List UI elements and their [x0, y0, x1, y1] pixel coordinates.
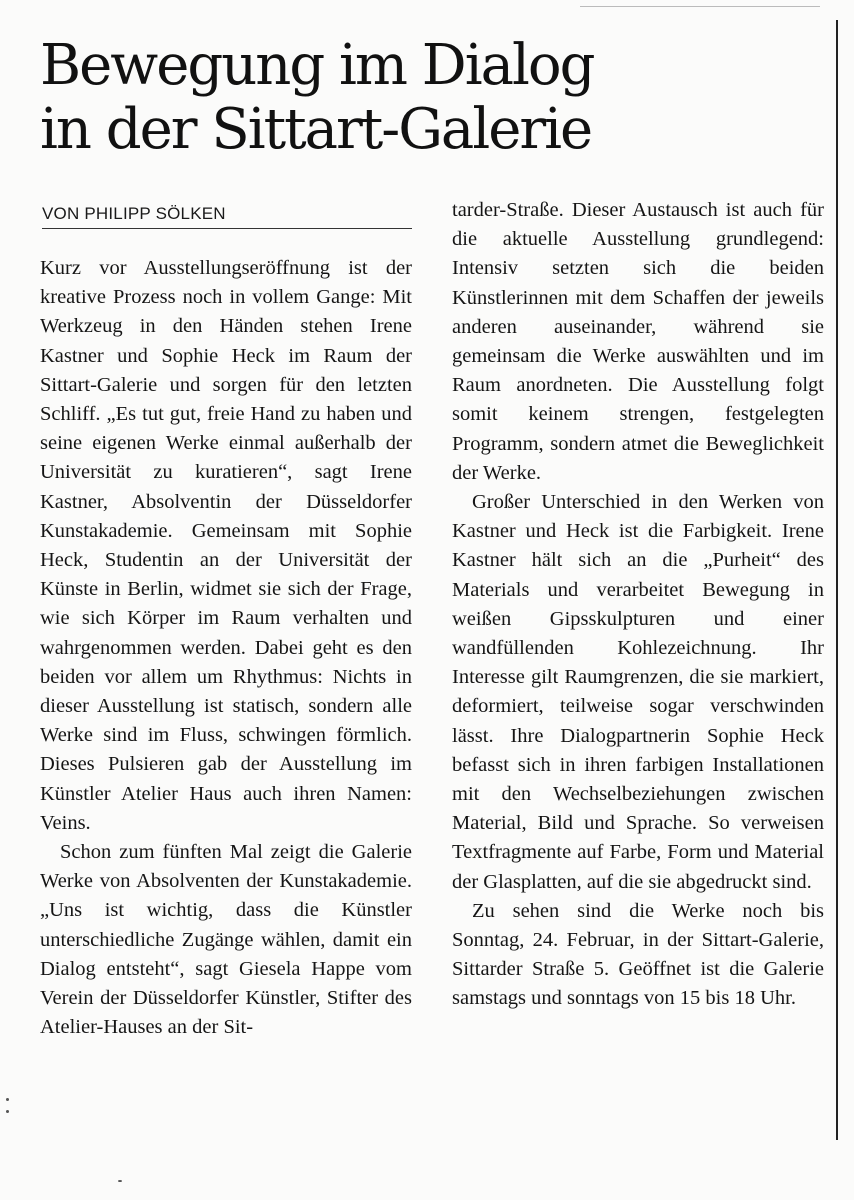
headline-line-2: in der Sittart-Galerie	[40, 97, 592, 162]
author-byline: VON PHILIPP SÖLKEN	[42, 203, 412, 229]
scan-speck	[6, 1098, 9, 1101]
scan-speck	[6, 1110, 9, 1113]
scan-speck	[118, 1180, 122, 1182]
paragraph-3: tarder-Straße. Dieser Austausch ist auch für die aktuelle Ausstellung grundlegend: Intensiv setzten sich die beiden Künstlerinnen mit dem Schaffen der jeweils anderen auseinander, während sie gemeinsam die Werke auswählten und im Raum anordneten. Die Ausstellung folgt somit keinem strengen, festgelegten Programm, sondern atmet die Beweglichkeit der Werke.	[452, 199, 824, 484]
paragraph-1: Kurz vor Ausstellungseröffnung ist der kreative Prozess noch in vollem Gange: Mit Werkzeug in den Händen stehen Irene Kastner und Sophie Heck im Raum der Sittart-Galerie und sorgen für den letzten Schliff. „Es tut gut, freie Hand zu haben und seine eigenen Werke einmal außerhalb der Universität zu kuratieren“, sagt Irene Kastner, Absolventin der Düsseldorfer Kunstakademie. Gemeinsam mit Sophie Heck, Studentin an der Universität der Künste in Berlin, widmet sie sich der Frage, wie sich Körper im Raum verhalten und wahrgenommen werden. Dabei geht es den beiden vor allem um Rhythmus: Nichts in dieser Ausstellung ist statisch, sondern alle Werke sind im Fluss, schwingen förmlich. Dieses Pulsieren gab der Ausstellung im Künstler Atelier Haus auch ihren Namen: Veins.	[40, 257, 412, 834]
column-edge-rule	[836, 20, 838, 1140]
paragraph-4: Großer Unterschied in den Werken von Kastner und Heck ist die Farbigkeit. Irene Kastner hält sich an die „Purheit“ des Materials und verarbeitet Bewegung in weißen Gipsskulpturen und einer wandfüllenden Kohlezeichnung. Ihr Interesse gilt Raumgrenzen, die sie markiert, deformiert, teilweise sogar verschwinden lässt. Ihre Dialogpartnerin Sophie Heck befasst sich in ihren farbigen Installationen mit den Wechselbeziehungen zwischen Material, Bild und Sprache. So verweisen Textfragmente auf Farbe, Form und Material der Glasplatten, auf die sie abgedruckt sind.	[452, 491, 824, 893]
headline-line-1: Bewegung im Dialog	[40, 33, 594, 98]
article-column-right	[452, 196, 824, 1014]
headline	[40, 34, 820, 162]
paragraph-2: Schon zum fünften Mal zeigt die Galerie Werke von Absolventen der Kunstakademie. „Uns ist wichtig, dass die Künstler unterschiedliche Zugänge wählen, damit ein Dialog entsteht“, sagt Giesela Happe vom Verein der Düsseldorfer Künstler, Stifter des Atelier-Hauses an der Sit-	[40, 841, 412, 1039]
article-column-left	[40, 254, 412, 1042]
paragraph-5: Zu sehen sind die Werke noch bis Sonntag, 24. Februar, in der Sittart-Galerie, Sittarder Straße 5. Geöffnet ist die Galerie samstags und sonntags von 15 bis 18 Uhr.	[452, 899, 824, 1010]
top-edge-rule	[580, 6, 820, 7]
